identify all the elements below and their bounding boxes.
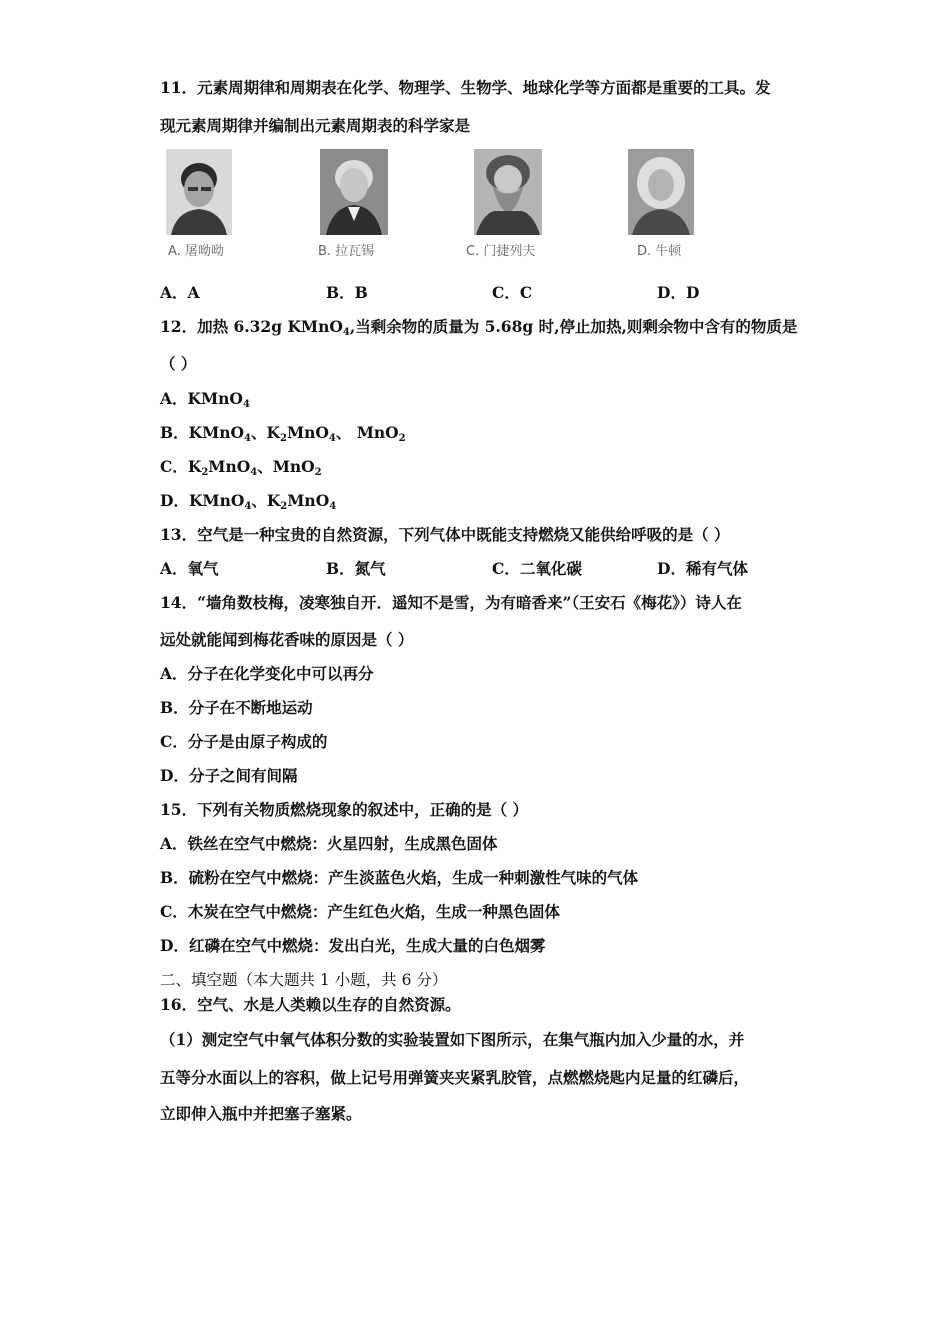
q11-option-d: D．D: [657, 283, 700, 302]
q11-stem-line1: 11．元素周期律和周期表在化学、物理学、生物学、地球化学等方面都是重要的工具。发: [160, 78, 771, 97]
portrait-tu-youyou: [166, 149, 232, 235]
q11-caption-b: B. 拉瓦锡: [318, 244, 375, 259]
q13-option-d: D．稀有气体: [657, 559, 748, 578]
portrait-newton: [628, 149, 694, 235]
q14-stem-line2: 远处就能闻到梅花香味的原因是（ ）: [160, 630, 414, 649]
q12-stem-line2: （ ）: [160, 354, 197, 373]
q15-stem: 15．下列有关物质燃烧现象的叙述中，正确的是（ ）: [160, 800, 528, 819]
q13-option-c: C．二氧化碳: [492, 559, 582, 578]
q14-option-c: C．分子是由原子构成的: [160, 732, 328, 751]
q14-option-b: B．分子在不断地运动: [160, 698, 313, 717]
q15-option-b: B．硫粉在空气中燃烧：产生淡蓝色火焰，生成一种刺激性气味的气体: [160, 868, 639, 887]
q13-stem: 13．空气是一种宝贵的自然资源，下列气体中既能支持燃烧又能供给呼吸的是（ ）: [160, 525, 730, 544]
q11-caption-a: A. 屠呦呦: [168, 244, 224, 259]
q11-stem-line2: 现元素周期律并编制出元素周期表的科学家是: [160, 116, 471, 135]
q11-caption-c: C. 门捷列夫: [466, 244, 536, 259]
q11-option-c: C．C: [492, 283, 533, 302]
section-heading-fill-in: 二、填空题（本大题共 1 小题，共 6 分）: [160, 971, 448, 989]
q14-option-a: A．分子在化学变化中可以再分: [160, 664, 374, 683]
q12-option-c: C．$K_2MnO_4$、MnO$_2$: [160, 457, 322, 478]
q16-part1-line2: 五等分水面以上的容积，做上记号用弹簧夹夹紧乳胶管，点燃燃烧匙内足量的红磷后，: [160, 1068, 750, 1087]
q15-option-c: C．木炭在空气中燃烧：产生红色火焰，生成一种黑色固体: [160, 902, 560, 921]
portrait-lavoisier: [320, 149, 388, 235]
q12-option-d: D．KMnO$_4$、$K_2MnO_4$: [160, 491, 337, 512]
q16-stem: 16．空气、水是人类赖以生存的自然资源。: [160, 995, 461, 1014]
q15-option-a: A．铁丝在空气中燃烧：火星四射，生成黑色固体: [160, 834, 498, 853]
q12-option-a: A．KMnO$_4$: [160, 389, 250, 410]
q13-option-a: A．氧气: [160, 559, 219, 578]
q12-option-b: B．KMnO$_4$、$K_2MnO_4$、 MnO$_2$: [160, 423, 406, 444]
q15-option-d: D．红磷在空气中燃烧：发出白光，生成大量的白色烟雾: [160, 936, 546, 955]
portrait-mendeleev: [474, 149, 542, 235]
q11-caption-d: D. 牛顿: [637, 244, 682, 259]
q13-option-b: B．氮气: [326, 559, 386, 578]
q12-stem-line1: 12．加热 6.32g KMnO$_4$,当剩余物的质量为 5.68g 时,停止加热,则剩余物中含有的物质是: [160, 317, 798, 338]
q14-stem-line1: 14．“墙角数枝梅，凌寒独自开．遥知不是雪，为有暗香来”（王安石《梅花》）诗人在: [160, 593, 742, 612]
q11-option-b: B．B: [326, 283, 368, 302]
q11-option-a: A．A: [160, 283, 200, 302]
q16-part1-line3: 立即伸入瓶中并把塞子塞紧。: [160, 1104, 362, 1123]
q16-part1-line1: （1）测定空气中氧气体积分数的实验装置如下图所示，在集气瓶内加入少量的水，并: [160, 1030, 745, 1049]
q14-option-d: D．分子之间有间隔: [160, 766, 298, 785]
